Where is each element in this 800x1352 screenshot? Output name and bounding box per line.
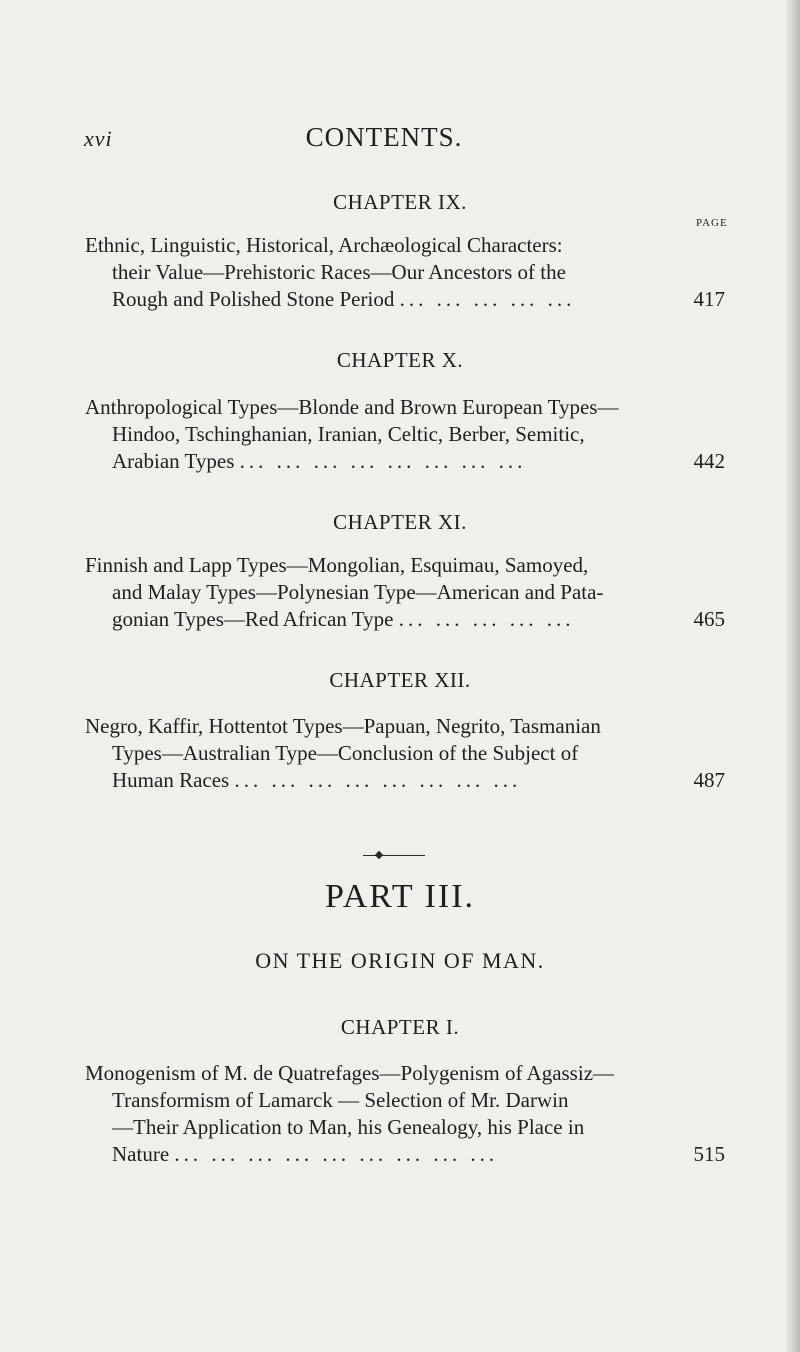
divider-ornament	[375, 851, 383, 859]
entry-line: Anthropological Types—Blonde and Brown European Types—	[85, 395, 619, 419]
entry-last-line	[85, 606, 725, 633]
page-numeral: xvi	[84, 126, 113, 151]
entry-last-line	[85, 448, 725, 475]
page-number: 515	[693, 1142, 725, 1166]
entry-line: Transformism of Lamarck — Selection of Mr. Darwin	[112, 1088, 569, 1112]
entry-line: Human Races	[112, 768, 230, 792]
chapter-heading-xii: CHAPTER XII.	[329, 668, 471, 692]
page-number: 442	[693, 449, 725, 473]
part-title: PART III.	[324, 878, 476, 915]
entry-line: Finnish and Lapp Types—Mongolian, Esquimau, Samoyed,	[85, 553, 589, 577]
part-subtitle: ON THE ORIGIN OF MAN.	[255, 948, 545, 973]
entry-line: Ethnic, Linguistic, Historical, Archæological Characters:	[85, 233, 563, 257]
entry-line: their Value—Prehistoric Races—Our Ancestors of the	[112, 260, 566, 284]
entry-line: —Their Application to Man, his Genealogy, his Place in	[112, 1115, 585, 1139]
page-header	[84, 108, 684, 152]
chapter-heading-i: CHAPTER I.	[340, 1015, 460, 1039]
entry-last-line	[85, 767, 725, 794]
entry-line: Monogenism of M. de Quatrefages—Polygenism of Agassiz—	[85, 1061, 615, 1085]
dot-leader: ... ... ... ... ...	[398, 607, 575, 631]
dot-leader: ... ... ... ... ...	[399, 287, 576, 311]
dot-leader: ... ... ... ... ... ... ... ...	[239, 449, 527, 473]
entry-line: Arabian Types	[112, 449, 235, 473]
dot-leader: ... ... ... ... ... ... ... ... ...	[174, 1142, 499, 1166]
entry-line: and Malay Types—Polynesian Type—American and Pata-	[112, 580, 604, 604]
page-number: 465	[693, 607, 725, 631]
chapter-heading-x: CHAPTER X.	[336, 348, 464, 372]
entry-line: Nature	[112, 1142, 170, 1166]
chapter-heading-ix: CHAPTER IX.	[333, 190, 467, 214]
entry-line: Hindoo, Tschinghanian, Iranian, Celtic, Berber, Semitic,	[112, 422, 585, 446]
toc-entry-chapter-x	[85, 394, 725, 475]
page-title: CONTENTS.	[305, 122, 463, 152]
page-column-label: PAGE	[696, 217, 728, 229]
chapter-heading-xi: CHAPTER XI.	[333, 510, 467, 534]
dot-leader: ... ... ... ... ... ... ... ...	[234, 768, 522, 792]
toc-entry-chapter-ix	[85, 232, 725, 313]
entry-last-line	[85, 1141, 725, 1168]
entry-line: Types—Australian Type—Conclusion of the Subject of	[112, 741, 579, 765]
section-divider	[363, 855, 425, 856]
entry-line: Rough and Polished Stone Period	[112, 287, 395, 311]
toc-entry-chapter-xii	[85, 713, 725, 794]
entry-line: gonian Types—Red African Type	[112, 607, 394, 631]
entry-last-line	[85, 286, 725, 313]
toc-entry-chapter-xi	[85, 552, 725, 633]
page-number: 487	[693, 768, 725, 792]
page-number: 417	[693, 287, 725, 311]
entry-line: Negro, Kaffir, Hottentot Types—Papuan, Negrito, Tasmanian	[85, 714, 601, 738]
toc-entry-chapter-i	[85, 1060, 725, 1168]
